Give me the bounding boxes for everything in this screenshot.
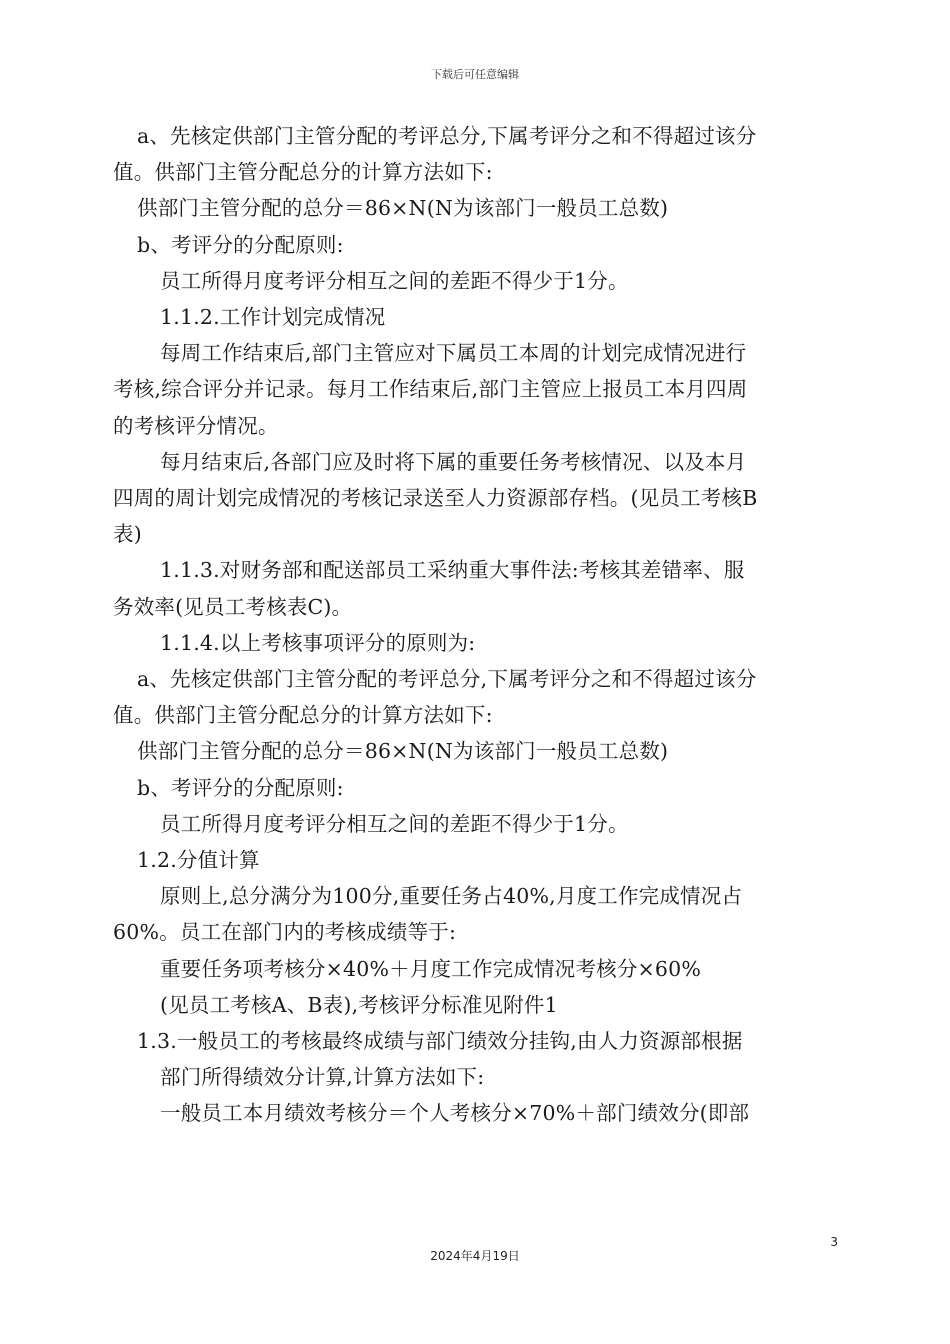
text-line: 值。供部门主管分配总分的计算方法如下: <box>113 703 493 728</box>
text-line: 务效率(见员工考核表C)。 <box>113 594 353 619</box>
text-line: 供部门主管分配的总分＝86×N(N为该部门一般员工总数) <box>137 739 669 764</box>
page-footer-date: 2024年4月19日 <box>430 1249 520 1263</box>
text-line: 重要任务项考核分×40%＋月度工作完成情况考核分×60% <box>160 956 702 981</box>
text-line: 每月结束后,各部门应及时将下属的重要任务考核情况、以及本月 <box>160 449 747 474</box>
text-line: 的考核评分情况。 <box>113 413 279 438</box>
text-line: 值。供部门主管分配总分的计算方法如下: <box>113 160 493 185</box>
text-line: 1.1.3.对财务部和配送部员工采纳重大事件法:考核其差错率、服 <box>160 558 745 583</box>
text-line: 员工所得月度考评分相互之间的差距不得少于1分。 <box>160 811 629 836</box>
text-line: b、考评分的分配原则: <box>137 232 344 257</box>
text-line: 一般员工本月绩效考核分＝个人考核分×70%＋部门绩效分(即部 <box>160 1101 750 1126</box>
text-line: b、考评分的分配原则: <box>137 775 344 800</box>
page-header: 下载后可任意编辑 <box>431 68 519 81</box>
text-line: 部门所得绩效分计算,计算方法如下: <box>160 1065 485 1090</box>
text-line: 每周工作结束后,部门主管应对下属员工本周的计划完成情况进行 <box>160 341 747 366</box>
text-line: 1.2.分值计算 <box>137 848 260 873</box>
text-line: 供部门主管分配的总分＝86×N(N为该部门一般员工总数) <box>137 196 669 221</box>
text-line: 1.1.2.工作计划完成情况 <box>160 305 386 330</box>
text-line: (见员工考核A、B表),考核评分标准见附件1 <box>160 992 558 1017</box>
text-line: 表) <box>113 522 142 547</box>
text-line: a、先核定供部门主管分配的考评总分,下属考评分之和不得超过该分 <box>137 124 757 148</box>
text-line: 员工所得月度考评分相互之间的差距不得少于1分。 <box>160 268 629 293</box>
text-line: a、先核定供部门主管分配的考评总分,下属考评分之和不得超过该分 <box>137 667 757 692</box>
text-line: 考核,综合评分并记录。每月工作结束后,部门主管应上报员工本月四周 <box>113 377 748 402</box>
page-number: 3 <box>830 1235 838 1249</box>
document-body <box>113 118 839 1132</box>
text-line: 四周的周计划完成情况的考核记录送至人力资源部存档。(见员工考核B <box>113 486 758 511</box>
text-line: 原则上,总分满分为100分,重要任务占40%,月度工作完成情况占 <box>160 884 743 909</box>
text-line: 1.3.一般员工的考核最终成绩与部门绩效分挂钩,由人力资源部根据 <box>137 1029 743 1054</box>
text-line: 1.1.4.以上考核事项评分的原则为: <box>160 630 476 655</box>
text-line: 60%。员工在部门内的考核成绩等于: <box>113 920 457 945</box>
